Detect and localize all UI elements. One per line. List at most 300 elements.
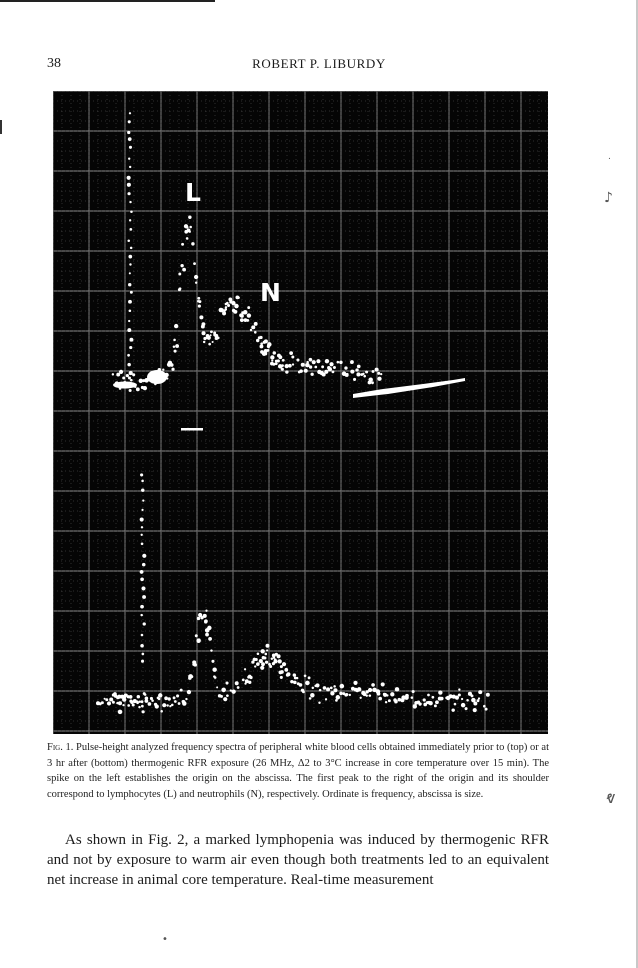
spectrum-point — [353, 378, 356, 381]
origin-spike-point — [127, 328, 131, 332]
origin-spike-point — [129, 112, 131, 114]
spectrum-point — [166, 377, 168, 379]
spectrum-point — [158, 698, 161, 701]
spectrum-point — [105, 698, 108, 701]
spectrum-point — [162, 369, 164, 371]
spectrum-point — [237, 686, 240, 689]
spectrum-point — [386, 694, 388, 696]
spectrum-point — [260, 350, 264, 354]
spectrum-point — [423, 698, 426, 701]
spectrum-point — [368, 688, 372, 692]
spectrum-point — [282, 359, 285, 362]
spectrum-point — [286, 673, 289, 676]
origin-spike-point — [129, 338, 133, 342]
lymphocyte-peak-label: L — [185, 178, 201, 207]
spectrum-point — [275, 653, 278, 656]
spectrum-point — [305, 681, 310, 686]
spectrum-point — [118, 701, 122, 705]
spectrum-point — [240, 318, 244, 322]
spectrum-point — [466, 699, 469, 702]
spectrum-point — [473, 708, 477, 712]
spectrum-point — [260, 666, 264, 670]
origin-spike-point — [140, 577, 144, 581]
spectrum-point — [333, 366, 336, 369]
spectrum-point — [175, 344, 179, 348]
spectrum-point — [325, 359, 329, 363]
spectrum-point — [291, 356, 294, 359]
origin-spike-point — [140, 614, 142, 616]
spectrum-point — [293, 673, 296, 676]
spectrum-point — [427, 694, 430, 697]
spectrum-point — [267, 345, 270, 348]
spectrum-point — [394, 700, 398, 704]
spectrum-point — [310, 693, 315, 698]
origin-spike-point — [141, 542, 144, 545]
origin-spike-point — [130, 247, 133, 250]
origin-spike-point — [128, 255, 132, 259]
spectrum-point — [205, 610, 207, 612]
spectrum-point — [178, 288, 181, 291]
spectrum-point — [188, 216, 191, 219]
spectrum-point — [357, 365, 361, 369]
spectrum-point — [316, 359, 320, 363]
spectrum-point — [250, 329, 252, 331]
spectrum-point — [332, 370, 335, 373]
spectrum-point — [248, 681, 251, 684]
origin-spike-point — [140, 517, 144, 521]
spectrum-plot — [53, 91, 548, 734]
spectrum-point — [180, 689, 183, 692]
spectrum-point — [345, 693, 348, 696]
spectrum-point — [461, 703, 465, 707]
scope-fine-grid — [53, 91, 548, 734]
spectrum-point — [314, 366, 317, 369]
spectrum-point — [333, 688, 337, 692]
spectrum-point — [326, 687, 330, 691]
spectrum-point — [211, 660, 214, 663]
spectrum-point — [365, 371, 368, 374]
origin-spike-point — [129, 309, 132, 312]
spectrum-point — [205, 633, 209, 637]
spectrum-point — [249, 676, 252, 679]
spectrum-point — [152, 380, 155, 383]
spectrum-point — [349, 694, 351, 696]
spectrum-point — [350, 370, 354, 374]
origin-spike-point — [142, 653, 145, 656]
spectrum-point — [412, 690, 415, 693]
spectrum-point — [130, 379, 133, 382]
spectrum-point — [210, 330, 213, 333]
spectrum-point — [346, 373, 348, 375]
spectrum-point — [285, 370, 288, 373]
origin-spike-point — [141, 534, 143, 536]
origin-spike-point — [128, 120, 131, 123]
spectrum-point — [263, 341, 266, 344]
spectrum-point — [198, 300, 201, 303]
spectrum-point — [221, 688, 226, 693]
spectrum-point — [254, 331, 257, 334]
spectrum-point — [375, 368, 379, 372]
spectrum-point — [309, 365, 312, 368]
spectrum-point — [321, 365, 324, 368]
spectrum-point — [299, 369, 303, 373]
spectrum-point — [289, 351, 293, 355]
spectrum-point — [330, 687, 333, 690]
spectrum-point — [353, 681, 357, 685]
spectrum-point — [473, 702, 477, 706]
spectrum-point — [277, 359, 280, 362]
spectrum-point — [197, 638, 200, 641]
spectrum-point — [126, 374, 129, 377]
spectrum-point — [255, 658, 258, 661]
spectrum-point — [458, 693, 461, 696]
spectrum-point — [225, 681, 228, 684]
spectrum-point — [122, 704, 124, 706]
spectrum-point — [405, 694, 409, 698]
spectrum-point — [187, 690, 191, 694]
spectrum-point — [101, 701, 104, 704]
spectrum-point — [280, 676, 283, 679]
spectrum-point — [380, 373, 382, 375]
spectrum-point — [440, 697, 444, 701]
spectrum-point — [261, 662, 265, 666]
bottom-spectrum-trace — [96, 473, 490, 714]
spectrum-point — [290, 680, 293, 683]
spectrum-point — [228, 298, 232, 302]
spectrum-point — [164, 373, 168, 377]
spectrum-point — [178, 702, 181, 705]
spectrum-point — [154, 383, 157, 386]
origin-spike-point — [128, 300, 132, 304]
spectrum-point — [186, 226, 189, 229]
spectrum-point — [171, 704, 174, 707]
spectrum-point — [213, 675, 215, 677]
spectrum-point — [175, 326, 177, 328]
spectrum-point — [293, 681, 297, 685]
page-number: 38 — [47, 56, 61, 71]
spectrum-point — [369, 694, 372, 697]
spectrum-point — [257, 652, 260, 655]
spectrum-point — [220, 695, 223, 698]
spectrum-point — [210, 334, 212, 336]
spectrum-point — [210, 649, 212, 651]
spectrum-point — [278, 355, 282, 359]
spectrum-point — [272, 662, 275, 665]
origin-spike-point — [129, 201, 131, 203]
spectrum-point — [199, 315, 203, 319]
origin-spike-point — [140, 473, 143, 476]
spectrum-point — [296, 677, 298, 679]
spectrum-point — [182, 701, 186, 705]
spectrum-point — [478, 697, 480, 699]
spectrum-point — [195, 281, 197, 283]
spectrum-point — [118, 710, 123, 715]
spectrum-point — [280, 670, 284, 674]
origin-spike-point — [129, 272, 131, 274]
spectrum-point — [146, 379, 149, 382]
origin-spike-point — [128, 283, 131, 286]
spectrum-point — [306, 361, 309, 364]
spectrum-point — [160, 710, 163, 713]
spectrum-point — [244, 682, 246, 684]
spectrum-point — [266, 649, 268, 651]
origin-spike-point — [141, 660, 144, 663]
spectrum-point — [150, 372, 153, 375]
spectrum-point — [292, 363, 294, 365]
spectrum-point — [309, 358, 313, 362]
origin-spike-point — [142, 500, 144, 502]
origin-spike-point — [129, 146, 132, 149]
origin-spike-point — [129, 371, 133, 375]
origin-spike-point — [140, 605, 144, 609]
figure-caption — [47, 740, 549, 802]
spectrum-point — [388, 699, 391, 702]
origin-spike-point — [129, 263, 131, 265]
spectrum-point — [385, 701, 387, 703]
spectrum-point — [288, 364, 292, 368]
spectrum-point — [206, 334, 209, 337]
spectrum-point — [203, 341, 205, 343]
spectrum-point — [246, 319, 249, 322]
spectrum-point — [282, 662, 286, 666]
spectrum-point — [186, 237, 189, 240]
spectrum-point — [368, 377, 372, 381]
spectrum-point — [357, 687, 361, 691]
spectrum-point — [478, 690, 482, 694]
spectrum-point — [174, 350, 177, 353]
body-paragraph: As shown in Fig. 2, a marked lymphopenia was induced by thermogenic RFR and not by exposure to warm air even though both treatments led to an equivalent net increase in animal core temperature. Real-time measurement — [47, 832, 549, 888]
spectrum-point — [217, 336, 220, 339]
spectrum-point — [194, 275, 198, 279]
spectrum-point — [319, 689, 322, 692]
spectrum-point — [471, 694, 474, 697]
neutrophil-peak-label: N — [260, 278, 281, 307]
spectrum-point — [360, 697, 362, 699]
spectrum-point — [381, 682, 385, 686]
spectrum-point — [395, 687, 400, 692]
spectrum-point — [193, 262, 196, 265]
spectrum-point — [173, 346, 175, 348]
spectrum-point — [123, 381, 127, 385]
origin-spike-point — [141, 509, 143, 511]
spectrum-point — [145, 699, 149, 703]
spectrum-point — [324, 370, 328, 374]
spectrum-point — [264, 653, 267, 656]
spectrum-point — [356, 372, 360, 376]
spectrum-point — [237, 297, 239, 299]
origin-spike-point — [142, 563, 146, 567]
spectrum-point — [189, 226, 192, 229]
spectrum-point — [208, 637, 212, 641]
spectrum-point — [355, 368, 358, 371]
spectrum-point — [458, 688, 460, 690]
spectrum-point — [188, 675, 192, 679]
origin-spike-point — [143, 622, 146, 625]
spectrum-point — [212, 667, 216, 671]
origin-spike-point — [129, 219, 131, 221]
spectrum-point — [275, 362, 278, 365]
spectrum-point — [142, 710, 145, 713]
origin-spike-point — [141, 488, 144, 491]
origin-spike-point — [127, 176, 131, 180]
spectrum-point — [455, 696, 459, 700]
spectrum-point — [162, 703, 166, 707]
spectrum-point — [411, 696, 414, 699]
spectrum-point — [377, 377, 381, 381]
spectrum-point — [350, 360, 354, 364]
spectrum-point — [129, 389, 132, 392]
spectrum-point — [189, 231, 191, 233]
spectrum-point — [156, 377, 159, 380]
origin-spike-point — [129, 228, 132, 231]
spectrum-point — [371, 381, 374, 384]
page-speck: • — [162, 934, 168, 945]
spectrum-point — [254, 322, 258, 326]
spectrum-point — [247, 306, 250, 309]
top-rule — [0, 0, 215, 2]
spectrum-point — [267, 349, 270, 352]
spectrum-point — [226, 302, 229, 305]
spectrum-point — [143, 386, 147, 390]
spectrum-point — [266, 644, 270, 648]
spectrum-point — [264, 657, 267, 660]
spectrum-point — [344, 366, 347, 369]
spectrum-point — [125, 694, 127, 696]
spectrum-point — [203, 614, 207, 618]
spectrum-point — [256, 339, 259, 342]
spectrum-point — [164, 696, 168, 700]
origin-spike-point — [127, 131, 130, 134]
origin-spike-point — [142, 554, 146, 558]
caption-text: Pulse-height analyzed frequency spectra of peripheral white blood cells obtained immediately prior to (top) or at 3 hr after (bottom) thermogenic RFR exposure (26 MHz, Δ2 to 3°C increase in core temperature over 15 min). The spike on the left establishes the origin on the abscissa. The first peak to the right of the origin and its shoulder correspond to lymphocytes (L) and neutrophils (N), respectively. Ordinate is frequency, abscissa is size. — [47, 742, 549, 800]
spectrum-point — [271, 360, 273, 362]
spectrum-point — [435, 700, 439, 704]
spectrum-point — [301, 363, 305, 367]
spectrum-point — [284, 668, 288, 672]
spectrum-point — [270, 355, 274, 359]
spectrum-point — [208, 343, 211, 346]
spectrum-point — [273, 351, 276, 354]
spectrum-point — [243, 310, 247, 314]
origin-spike-point — [130, 291, 133, 294]
spectrum-point — [371, 683, 375, 687]
spectrum-point — [234, 304, 239, 309]
spectrum-point — [304, 674, 307, 677]
spectrum-point — [204, 619, 208, 623]
spectrum-point — [299, 683, 303, 687]
origin-spike-point — [127, 239, 130, 242]
spectrum-point — [377, 372, 380, 375]
spectrum-point — [309, 697, 312, 700]
spectrum-point — [178, 272, 181, 275]
spectrum-point — [173, 339, 176, 342]
spectrum-point — [242, 679, 245, 682]
spectrum-point — [362, 373, 364, 375]
spectrum-point — [244, 668, 246, 670]
spectrum-point — [207, 626, 211, 630]
spectrum-point — [185, 698, 187, 700]
spectrum-point — [281, 364, 284, 367]
margin-scribble: ⱴ — [606, 788, 616, 807]
spectrum-point — [363, 375, 366, 378]
origin-spike-point — [141, 526, 143, 528]
spectrum-point — [201, 331, 205, 335]
spectrum-point — [180, 264, 183, 267]
spectrum-point — [454, 703, 457, 706]
spectrum-point — [254, 665, 256, 667]
spectrum-point — [451, 708, 454, 711]
spectrum-point — [201, 322, 205, 326]
spectrum-point — [119, 387, 122, 390]
spectrum-point — [339, 361, 342, 364]
spectrum-point — [279, 661, 281, 663]
origin-spike-point — [141, 586, 145, 590]
spectrum-point — [231, 689, 235, 693]
spectrum-point — [141, 700, 144, 703]
spectrum-point — [328, 367, 332, 371]
spectrum-point — [136, 701, 139, 704]
spectrum-point — [366, 695, 368, 697]
spectrum-point — [107, 701, 111, 705]
spectrum-point — [136, 387, 140, 391]
spectrum-point — [159, 381, 162, 384]
spectrum-point — [134, 386, 136, 388]
running-head: ROBERT P. LIBURDY — [252, 56, 386, 71]
spectrum-point — [336, 695, 341, 700]
origin-spike-point — [127, 363, 131, 367]
spectrum-point — [151, 699, 154, 702]
spectrum-point — [128, 696, 130, 698]
origin-spike-point — [130, 211, 133, 214]
spectrum-point — [339, 692, 342, 695]
spectrum-point — [132, 703, 135, 706]
spectrum-point — [120, 382, 123, 385]
spectrum-point — [337, 361, 340, 364]
spectrum-point — [112, 373, 114, 375]
spectrum-point — [149, 378, 152, 381]
spectrum-point — [226, 694, 229, 697]
origin-spike-point — [128, 320, 130, 322]
margin-scribble: ♪ — [604, 190, 613, 206]
spectrum-point — [323, 686, 327, 690]
spectrum-point — [158, 368, 162, 372]
spectrum-point — [216, 686, 218, 688]
spectrum-point — [256, 662, 260, 666]
origin-spike-point — [128, 137, 132, 141]
margin-speck: . — [608, 152, 611, 162]
spectrum-point — [235, 681, 239, 685]
spectrum-point — [434, 704, 437, 707]
spectrum-point — [372, 370, 375, 373]
spectrum-point — [116, 696, 119, 699]
spectrum-point — [431, 696, 434, 699]
spectrum-point — [310, 373, 313, 376]
spectrum-point — [115, 381, 119, 385]
spectrum-point — [170, 363, 174, 367]
spectrum-point — [264, 352, 267, 355]
spectrum-point — [128, 377, 131, 380]
spectrum-point — [193, 663, 197, 667]
spectrum-point — [259, 344, 263, 348]
baseline-marker — [181, 428, 203, 431]
origin-spike-point — [129, 346, 132, 349]
spectrum-point — [197, 617, 200, 620]
spectrum-point — [104, 698, 106, 700]
spectrum-point — [274, 658, 277, 661]
spectrum-point — [330, 691, 334, 695]
spectrum-point — [176, 694, 179, 697]
spectrum-point — [224, 308, 227, 311]
